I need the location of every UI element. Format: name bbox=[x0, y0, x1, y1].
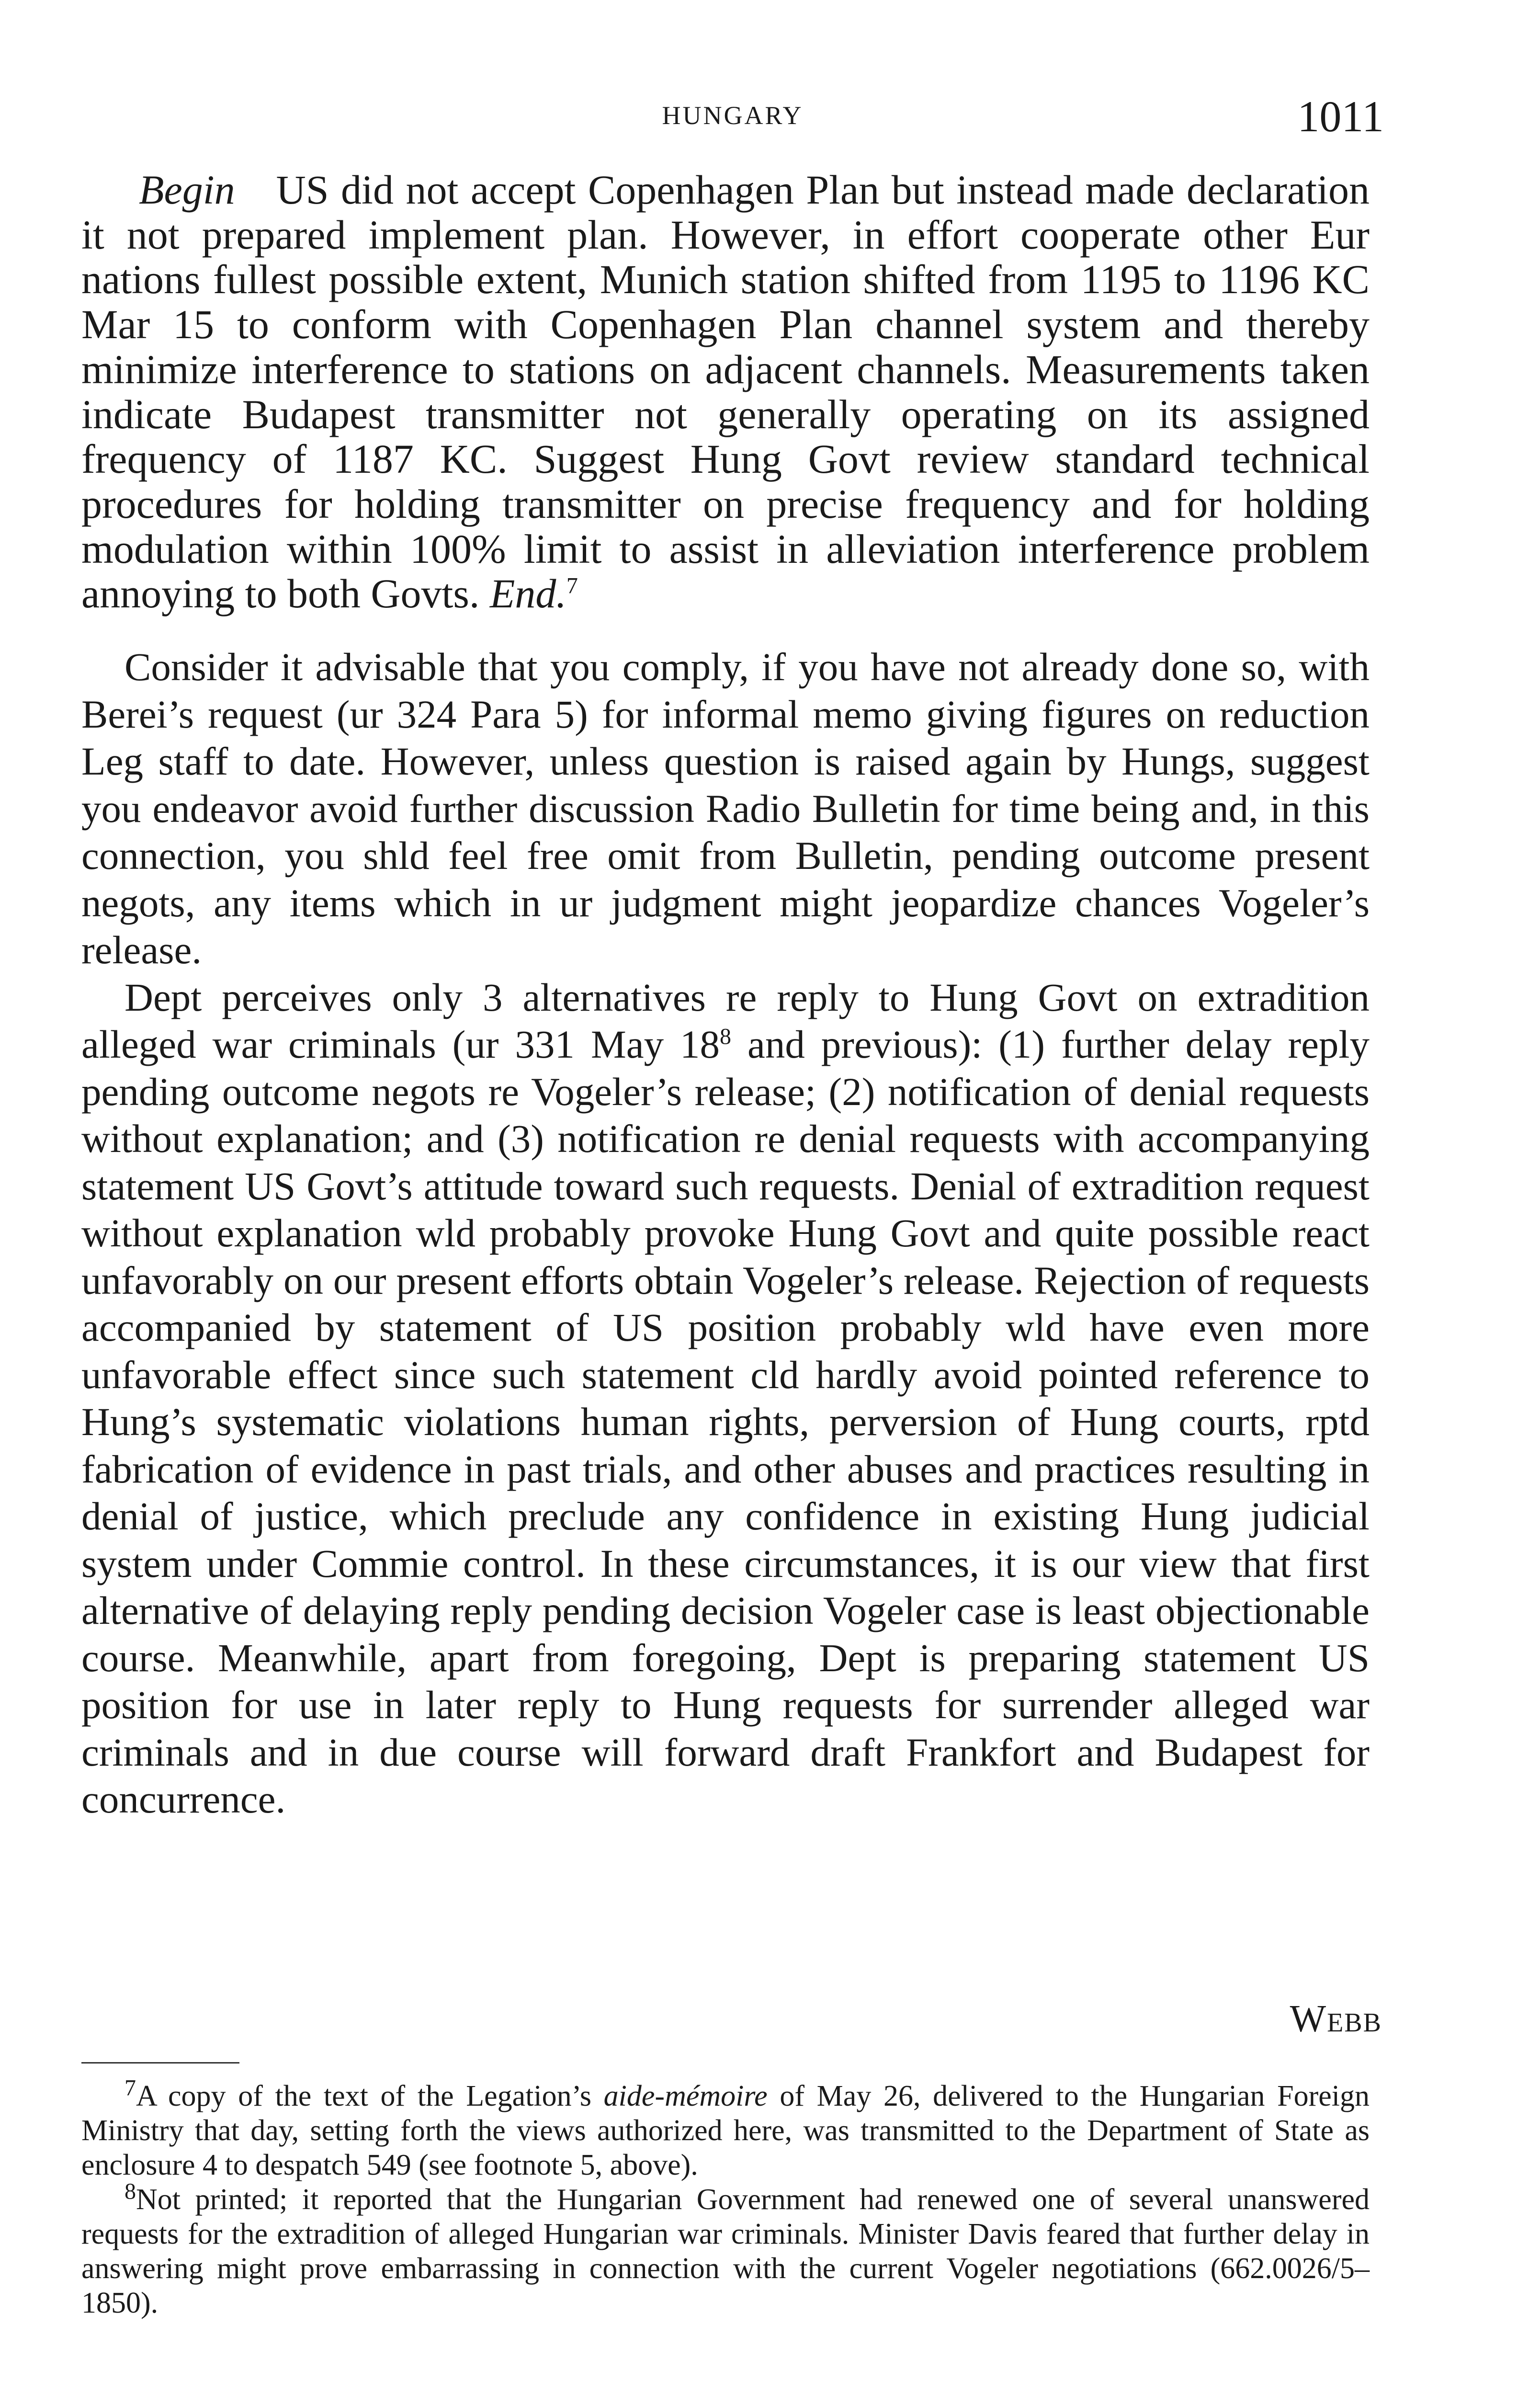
running-title: HUNGARY bbox=[662, 101, 804, 130]
paragraph-2 bbox=[81, 974, 1370, 1823]
telegram-quote bbox=[81, 168, 1370, 616]
footnote-7-text-a: A copy of the text of the Legation’s bbox=[136, 2080, 604, 2112]
footnote-8-text: Not printed; it reported that the Hungarian Government had renewed one of several unanswered requests for the extradition of alleged Hungarian war criminals. Minister Davis feared that further delay in answering might prove embarrassing in connection with the current Vogeler negotiations (662.0026/5–1850). bbox=[81, 2183, 1370, 2319]
footnote-divider bbox=[81, 2062, 239, 2064]
signature: Webb bbox=[1290, 1998, 1382, 2040]
footnote-8-number: 8 bbox=[125, 2178, 136, 2204]
footnote-7-number: 7 bbox=[125, 2075, 136, 2101]
footnote-8 bbox=[81, 2178, 1370, 2320]
footnote-ref-8[interactable]: 8 bbox=[720, 1024, 732, 1049]
footnote-7 bbox=[81, 2075, 1370, 2182]
footnotes bbox=[81, 2075, 1370, 2320]
body-text bbox=[81, 168, 1370, 1823]
begin-marker: Begin bbox=[139, 167, 235, 213]
running-head bbox=[81, 86, 1384, 144]
page-number: 1011 bbox=[1297, 92, 1384, 141]
paragraph-2-part-b: and previous): (1) further delay reply pending outcome negots re Vogeler’s release; (2) notification of denial requests without explanation; and (3) notification re denial requests with accompanying statement US Govt’s attitude toward such requests. Denial of extradition request without explanation wld probably provoke Hung Govt and quite possible react unfavorably on our present efforts obtain Vogeler’s release. Rejection of requests accompanied by statement of US position probably wld have even more unfavorable effect since such statement cld hardly avoid pointed reference to Hung’s systematic violations human rights, perversion of Hung courts, rptd fabrication of evidence in past trials, and other abuses and practices resulting in denial of justice, which preclude any confidence in existing Hung judicial system under Commie control. In these circumstances, it is our view that first alternative of delaying reply pending decision Vogeler case is least objectionable course. Meanwhile, apart from foregoing, Dept is preparing statement US position for use in later reply to Hung requests for surrender alleged war criminals and in due course will forward draft Frankfort and Budapest for concurrence. bbox=[81, 1022, 1370, 1822]
telegram-text: US did not accept Copenhagen Plan but instead made declaration it not prepared implement plan. However, in effort cooperate other Eur nations fullest possible extent, Munich station shifted from 1195 to 1196 KC Mar 15 to conform with Copenhagen Plan channel system and thereby minimize interference to stations on adjacent channels. Measurements taken indicate Budapest transmitter not generally operating on its assigned frequency of 1187 KC. Suggest Hung Govt review standard technical procedures for holding transmitter on precise frequency and for holding modulation within 100% limit to assist in alleviation interference problem annoying to both Govts. bbox=[81, 167, 1370, 617]
footnote-ref-7[interactable]: 7 bbox=[566, 573, 578, 599]
footnote-7-text-b: of May 26, delivered to the Hungarian Foreign Ministry that day, setting forth the views authorized here, was transmitted to the Department of State as enclosure 4 to despatch 549 (see footnote 5, above). bbox=[81, 2080, 1370, 2181]
paragraph-1: Consider it advisable that you comply, if you have not already done so, with Berei’s request (ur 324 Para 5) for informal memo giving figures on reduction Leg staff to date. However, unless question is raised again by Hungs, suggest you endeavor avoid further discussion Radio Bulletin for time being and, in this connection, you shld feel free omit from Bulletin, pending outcome present negots, any items which in ur judgment might jeopardize chances Vogeler’s release. bbox=[81, 645, 1370, 972]
footnote-7-emphasis: aide-mémoire bbox=[603, 2080, 768, 2112]
end-marker: End. bbox=[489, 570, 566, 617]
paragraph-2-part-a: Dept perceives only 3 alternatives re reply to Hung Govt on extradition alleged war criminals (ur 331 May 18 bbox=[81, 975, 1370, 1067]
